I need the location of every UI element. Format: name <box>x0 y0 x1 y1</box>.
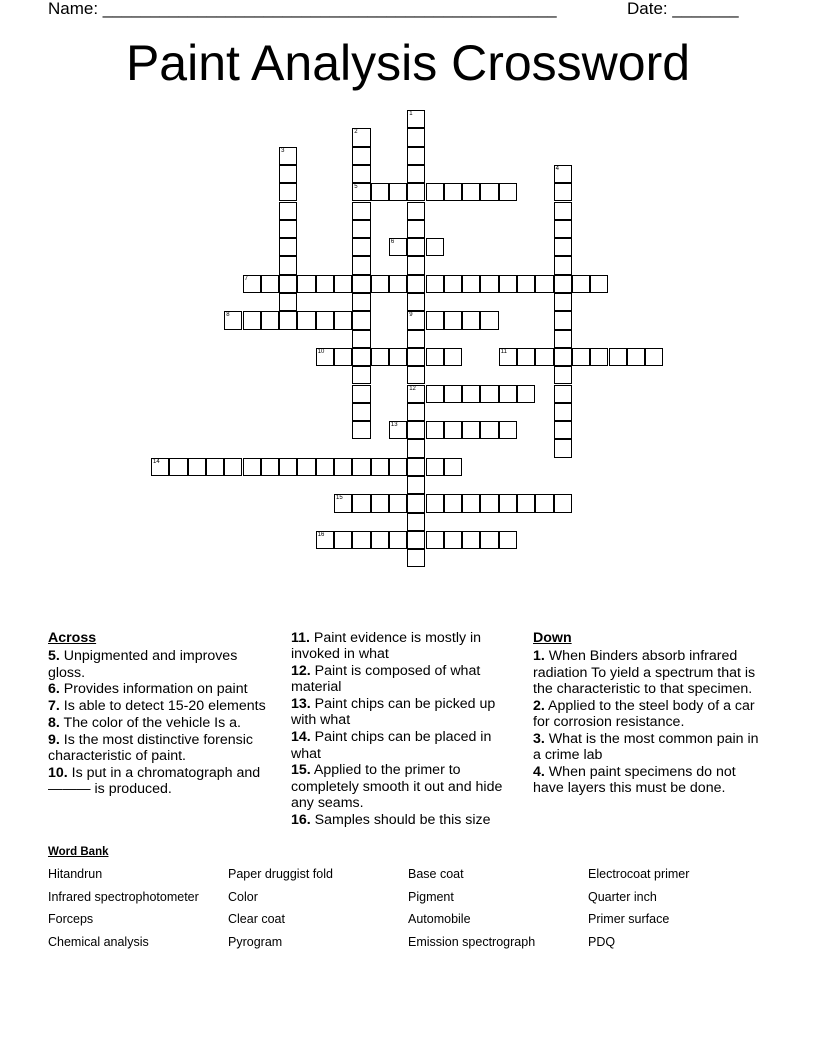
crossword-cell[interactable] <box>371 531 389 549</box>
crossword-cell[interactable] <box>444 385 462 403</box>
clue-across-8: 8. The color of the vehicle Is a. <box>48 714 241 731</box>
clue-across-10: 10. Is put in a chromatograph and ——— is produced. <box>48 764 261 798</box>
clue-column-1 <box>48 630 273 798</box>
crossword-cell[interactable] <box>499 183 517 201</box>
clue-down-1: 1. When Binders absorb infrared radiation To yield a spectrum that is the characteristic to that specimen. <box>533 648 756 697</box>
crossword-cell[interactable] <box>480 311 498 329</box>
crossword-cell[interactable] <box>334 494 352 512</box>
down-heading: Down <box>533 630 572 646</box>
clue-number: 15 <box>336 495 343 502</box>
crossword-cell[interactable] <box>407 348 425 366</box>
crossword-cell[interactable] <box>352 202 370 220</box>
crossword-cell[interactable] <box>261 311 279 329</box>
crossword-cell[interactable] <box>554 494 572 512</box>
crossword-cell[interactable] <box>407 220 425 238</box>
crossword-cell[interactable] <box>389 348 407 366</box>
crossword-cell[interactable] <box>371 494 389 512</box>
crossword-cell[interactable] <box>480 421 498 439</box>
crossword-cell[interactable] <box>389 494 407 512</box>
crossword-cell[interactable] <box>352 147 370 165</box>
crossword-cell[interactable] <box>371 275 389 293</box>
crossword-cell[interactable] <box>535 275 553 293</box>
crossword-cell[interactable] <box>243 275 261 293</box>
word-bank-item: Hitandrun <box>48 867 103 881</box>
across-heading: Across <box>48 630 97 646</box>
crossword-cell[interactable] <box>188 458 206 476</box>
crossword-cell[interactable] <box>554 238 572 256</box>
crossword-cell[interactable] <box>462 421 480 439</box>
crossword-cell[interactable] <box>444 421 462 439</box>
crossword-cell[interactable] <box>352 220 370 238</box>
crossword-cell[interactable] <box>352 494 370 512</box>
crossword-cell[interactable] <box>243 311 261 329</box>
crossword-cell[interactable] <box>352 531 370 549</box>
crossword-cell[interactable] <box>554 202 572 220</box>
crossword-cell[interactable] <box>151 458 169 476</box>
crossword-cell[interactable] <box>352 458 370 476</box>
crossword-cell[interactable] <box>426 183 444 201</box>
crossword-cell[interactable] <box>590 348 608 366</box>
crossword-cell[interactable] <box>426 238 444 256</box>
clue-across-9: 9. Is the most distinctive forensic characteristic of paint. <box>48 731 254 765</box>
name-line: Name: ________________________________________________ <box>48 0 557 18</box>
word-bank-item: Color <box>228 890 258 904</box>
word-bank-item: PDQ <box>588 935 616 949</box>
crossword-cell[interactable] <box>407 110 425 128</box>
crossword-cell[interactable] <box>279 202 297 220</box>
clue-number: 12 <box>409 385 416 392</box>
crossword-cell[interactable] <box>279 256 297 274</box>
crossword-cell[interactable] <box>279 293 297 311</box>
crossword-cell[interactable] <box>426 458 444 476</box>
clue-number: 9 <box>409 312 413 319</box>
crossword-cell[interactable] <box>352 183 370 201</box>
crossword-cell[interactable] <box>645 348 663 366</box>
crossword-cell[interactable] <box>554 348 572 366</box>
word-bank-item: Quarter inch <box>588 890 657 904</box>
clue-across-12: 12. Paint is composed of what material <box>291 663 481 696</box>
crossword-cell[interactable] <box>297 311 315 329</box>
crossword-cell[interactable] <box>535 348 553 366</box>
crossword-cell[interactable] <box>407 183 425 201</box>
clue-number: 6 <box>390 239 395 246</box>
crossword-cell[interactable] <box>426 311 444 329</box>
crossword-cell[interactable] <box>499 531 517 549</box>
crossword-cell[interactable] <box>517 385 535 403</box>
crossword-cell[interactable] <box>407 513 425 531</box>
crossword-cell[interactable] <box>554 439 572 457</box>
crossword-cell[interactable] <box>206 458 224 476</box>
crossword-cell[interactable] <box>407 476 425 494</box>
crossword-cell[interactable] <box>499 275 517 293</box>
crossword-cell[interactable] <box>444 275 462 293</box>
crossword-cell[interactable] <box>627 348 645 366</box>
crossword-cell[interactable] <box>389 458 407 476</box>
crossword-cell[interactable] <box>334 311 352 329</box>
crossword-cell[interactable] <box>352 275 370 293</box>
crossword-cell[interactable] <box>535 494 553 512</box>
crossword-cell[interactable] <box>554 421 572 439</box>
crossword-cell[interactable] <box>407 403 425 421</box>
crossword-cell[interactable] <box>389 421 407 439</box>
crossword-cell[interactable] <box>444 311 462 329</box>
clue-number: 5 <box>354 184 358 191</box>
crossword-cell[interactable] <box>407 147 425 165</box>
crossword-cell[interactable] <box>444 531 462 549</box>
crossword-cell[interactable] <box>279 275 297 293</box>
crossword-cell[interactable] <box>224 458 242 476</box>
crossword-cell[interactable] <box>426 385 444 403</box>
crossword-cell[interactable] <box>279 183 297 201</box>
crossword-cell[interactable] <box>334 275 352 293</box>
word-bank-item: Forceps <box>48 912 94 926</box>
crossword-cell[interactable] <box>352 330 370 348</box>
crossword-cell[interactable] <box>316 348 334 366</box>
crossword-cell[interactable] <box>352 165 370 183</box>
crossword-cell[interactable] <box>426 421 444 439</box>
crossword-cell[interactable] <box>407 494 425 512</box>
clue-column-2 <box>291 630 523 829</box>
crossword-cell[interactable] <box>352 256 370 274</box>
crossword-cell[interactable] <box>334 531 352 549</box>
crossword-cell[interactable] <box>352 403 370 421</box>
crossword-cell[interactable] <box>407 275 425 293</box>
clue-number: 16 <box>317 531 325 538</box>
clue-number: 11 <box>500 348 507 355</box>
crossword-cell[interactable] <box>279 458 297 476</box>
crossword-cell[interactable] <box>407 366 425 384</box>
crossword-cell[interactable] <box>352 348 370 366</box>
crossword-cell[interactable] <box>480 183 498 201</box>
crossword-cell[interactable] <box>554 275 572 293</box>
crossword-cell[interactable] <box>480 531 498 549</box>
word-bank-item: Base coat <box>408 867 464 881</box>
crossword-cell[interactable] <box>444 183 462 201</box>
crossword-cell[interactable] <box>261 275 279 293</box>
crossword-cell[interactable] <box>352 311 370 329</box>
clue-number: 13 <box>390 422 398 429</box>
crossword-cell[interactable] <box>316 311 334 329</box>
crossword-cell[interactable] <box>572 348 590 366</box>
clue-across-13: 13. Paint chips can be picked up with what <box>291 696 496 729</box>
crossword-cell[interactable] <box>224 311 242 329</box>
crossword-cell[interactable] <box>480 385 498 403</box>
crossword-cell[interactable] <box>279 220 297 238</box>
word-bank-item: Clear coat <box>228 912 285 926</box>
word-bank-item: Emission spectrograph <box>408 935 536 949</box>
clue-number: 10 <box>317 348 325 355</box>
word-bank-item: Automobile <box>408 912 471 926</box>
crossword-cell[interactable] <box>352 128 370 146</box>
crossword-cell[interactable] <box>279 165 297 183</box>
crossword-cell[interactable] <box>371 458 389 476</box>
clue-number: 3 <box>281 147 285 154</box>
crossword-cell[interactable] <box>499 421 517 439</box>
clue-number: 14 <box>153 458 160 465</box>
word-bank-item: Infrared spectrophotometer <box>48 890 199 904</box>
crossword-cell[interactable] <box>352 293 370 311</box>
clue-across-7: 7. Is able to detect 15-20 elements <box>48 698 266 715</box>
crossword-cell[interactable] <box>554 183 572 201</box>
crossword-cell[interactable] <box>297 458 315 476</box>
crossword-cell[interactable] <box>279 238 297 256</box>
crossword-cell[interactable] <box>297 275 315 293</box>
crossword-cell[interactable] <box>389 238 407 256</box>
word-bank-item: Paper druggist fold <box>228 867 333 881</box>
crossword-cell[interactable] <box>352 385 370 403</box>
crossword-cell[interactable] <box>462 494 480 512</box>
clue-across-6: 6. Provides information on paint <box>48 681 248 698</box>
crossword-cell[interactable] <box>609 348 627 366</box>
crossword-cell[interactable] <box>407 128 425 146</box>
crossword-cell[interactable] <box>480 494 498 512</box>
word-bank-title: Word Bank <box>48 846 109 858</box>
crossword-cell[interactable] <box>352 238 370 256</box>
crossword-cell[interactable] <box>444 348 462 366</box>
crossword-cell[interactable] <box>517 348 535 366</box>
crossword-cell[interactable] <box>279 147 297 165</box>
crossword-cell[interactable] <box>407 439 425 457</box>
crossword-cell[interactable] <box>407 165 425 183</box>
crossword-cell[interactable] <box>554 403 572 421</box>
crossword-cell[interactable] <box>407 311 425 329</box>
crossword-cell[interactable] <box>352 421 370 439</box>
crossword-cell[interactable] <box>407 549 425 567</box>
crossword-cell[interactable] <box>407 531 425 549</box>
crossword-cell[interactable] <box>389 183 407 201</box>
crossword-cell[interactable] <box>462 183 480 201</box>
crossword-cell[interactable] <box>554 366 572 384</box>
crossword-cell[interactable] <box>554 256 572 274</box>
crossword-cell[interactable] <box>243 458 261 476</box>
clue-across-5: 5. Unpigmented and improves gloss. <box>48 648 238 681</box>
crossword-cell[interactable] <box>462 385 480 403</box>
crossword-cell[interactable] <box>261 458 279 476</box>
crossword-cell[interactable] <box>572 275 590 293</box>
date-line: Date: _______ <box>627 0 739 18</box>
crossword-cell[interactable] <box>407 202 425 220</box>
crossword-cell[interactable] <box>407 330 425 348</box>
clue-number: 1 <box>409 111 413 117</box>
clue-number: 2 <box>354 129 358 136</box>
clue-across-14: 14. Paint chips can be placed in what <box>291 729 492 762</box>
crossword-cell[interactable] <box>554 385 572 403</box>
clue-down-3: 3. What is the most common pain in a crime lab <box>533 730 759 764</box>
crossword-cell[interactable] <box>279 311 297 329</box>
crossword-cell[interactable] <box>499 385 517 403</box>
crossword-cell[interactable] <box>316 275 334 293</box>
crossword-cell[interactable] <box>554 220 572 238</box>
crossword-cell[interactable] <box>316 458 334 476</box>
crossword-cell[interactable] <box>169 458 187 476</box>
crossword-cell[interactable] <box>407 238 425 256</box>
crossword-cell[interactable] <box>426 494 444 512</box>
crossword-cell[interactable] <box>407 293 425 311</box>
crossword-cell[interactable] <box>462 275 480 293</box>
crossword-cell[interactable] <box>554 165 572 183</box>
crossword-cell[interactable] <box>590 275 608 293</box>
crossword-cell[interactable] <box>499 348 517 366</box>
clue-column-3 <box>533 630 765 797</box>
word-bank-item: Chemical analysis <box>48 935 149 949</box>
crossword-cell[interactable] <box>444 458 462 476</box>
crossword-cell[interactable] <box>426 275 444 293</box>
word-bank-item: Primer surface <box>588 912 670 926</box>
clue-across-16: 16. Samples should be this size <box>291 811 491 828</box>
page-title: Paint Analysis Crossword <box>125 35 691 91</box>
crossword-cell[interactable] <box>554 293 572 311</box>
clue-number: 8 <box>226 312 230 319</box>
crossword-cell[interactable] <box>517 275 535 293</box>
crossword-cell[interactable] <box>389 531 407 549</box>
clue-down-2: 2. Applied to the steel body of a car for corrosion resistance. <box>533 697 755 730</box>
crossword-cell[interactable] <box>517 494 535 512</box>
crossword-cell[interactable] <box>316 531 334 549</box>
crossword-cell[interactable] <box>371 183 389 201</box>
crossword-cell[interactable] <box>407 421 425 439</box>
crossword-cell[interactable] <box>462 311 480 329</box>
clue-across-15: 15. Applied to the primer to completely smooth it out and hide any seams. <box>291 762 503 811</box>
crossword-cell[interactable] <box>426 348 444 366</box>
clue-number: 7 <box>244 275 248 282</box>
crossword-cell[interactable] <box>554 311 572 329</box>
crossword-cell[interactable] <box>389 275 407 293</box>
crossword-cell[interactable] <box>407 256 425 274</box>
crossword-cell[interactable] <box>407 385 425 403</box>
crossword-cell[interactable] <box>480 275 498 293</box>
clue-across-11: 11. Paint evidence is mostly in invoked in what <box>291 630 482 663</box>
crossword-cell[interactable] <box>334 348 352 366</box>
clue-down-4: 4. When paint specimens do not have layers this must be done. <box>533 763 736 797</box>
crossword-cell[interactable] <box>462 531 480 549</box>
crossword-cell[interactable] <box>426 531 444 549</box>
crossword-cell[interactable] <box>554 330 572 348</box>
crossword-cell[interactable] <box>352 366 370 384</box>
word-bank-item: Pyrogram <box>228 935 283 949</box>
crossword-cell[interactable] <box>407 458 425 476</box>
crossword-cell[interactable] <box>499 494 517 512</box>
crossword-cell[interactable] <box>334 458 352 476</box>
crossword-cell[interactable] <box>371 348 389 366</box>
crossword-cell[interactable] <box>444 494 462 512</box>
clue-number: 4 <box>555 165 559 172</box>
word-bank-item: Electrocoat primer <box>588 867 690 881</box>
word-bank-item: Pigment <box>408 890 454 904</box>
